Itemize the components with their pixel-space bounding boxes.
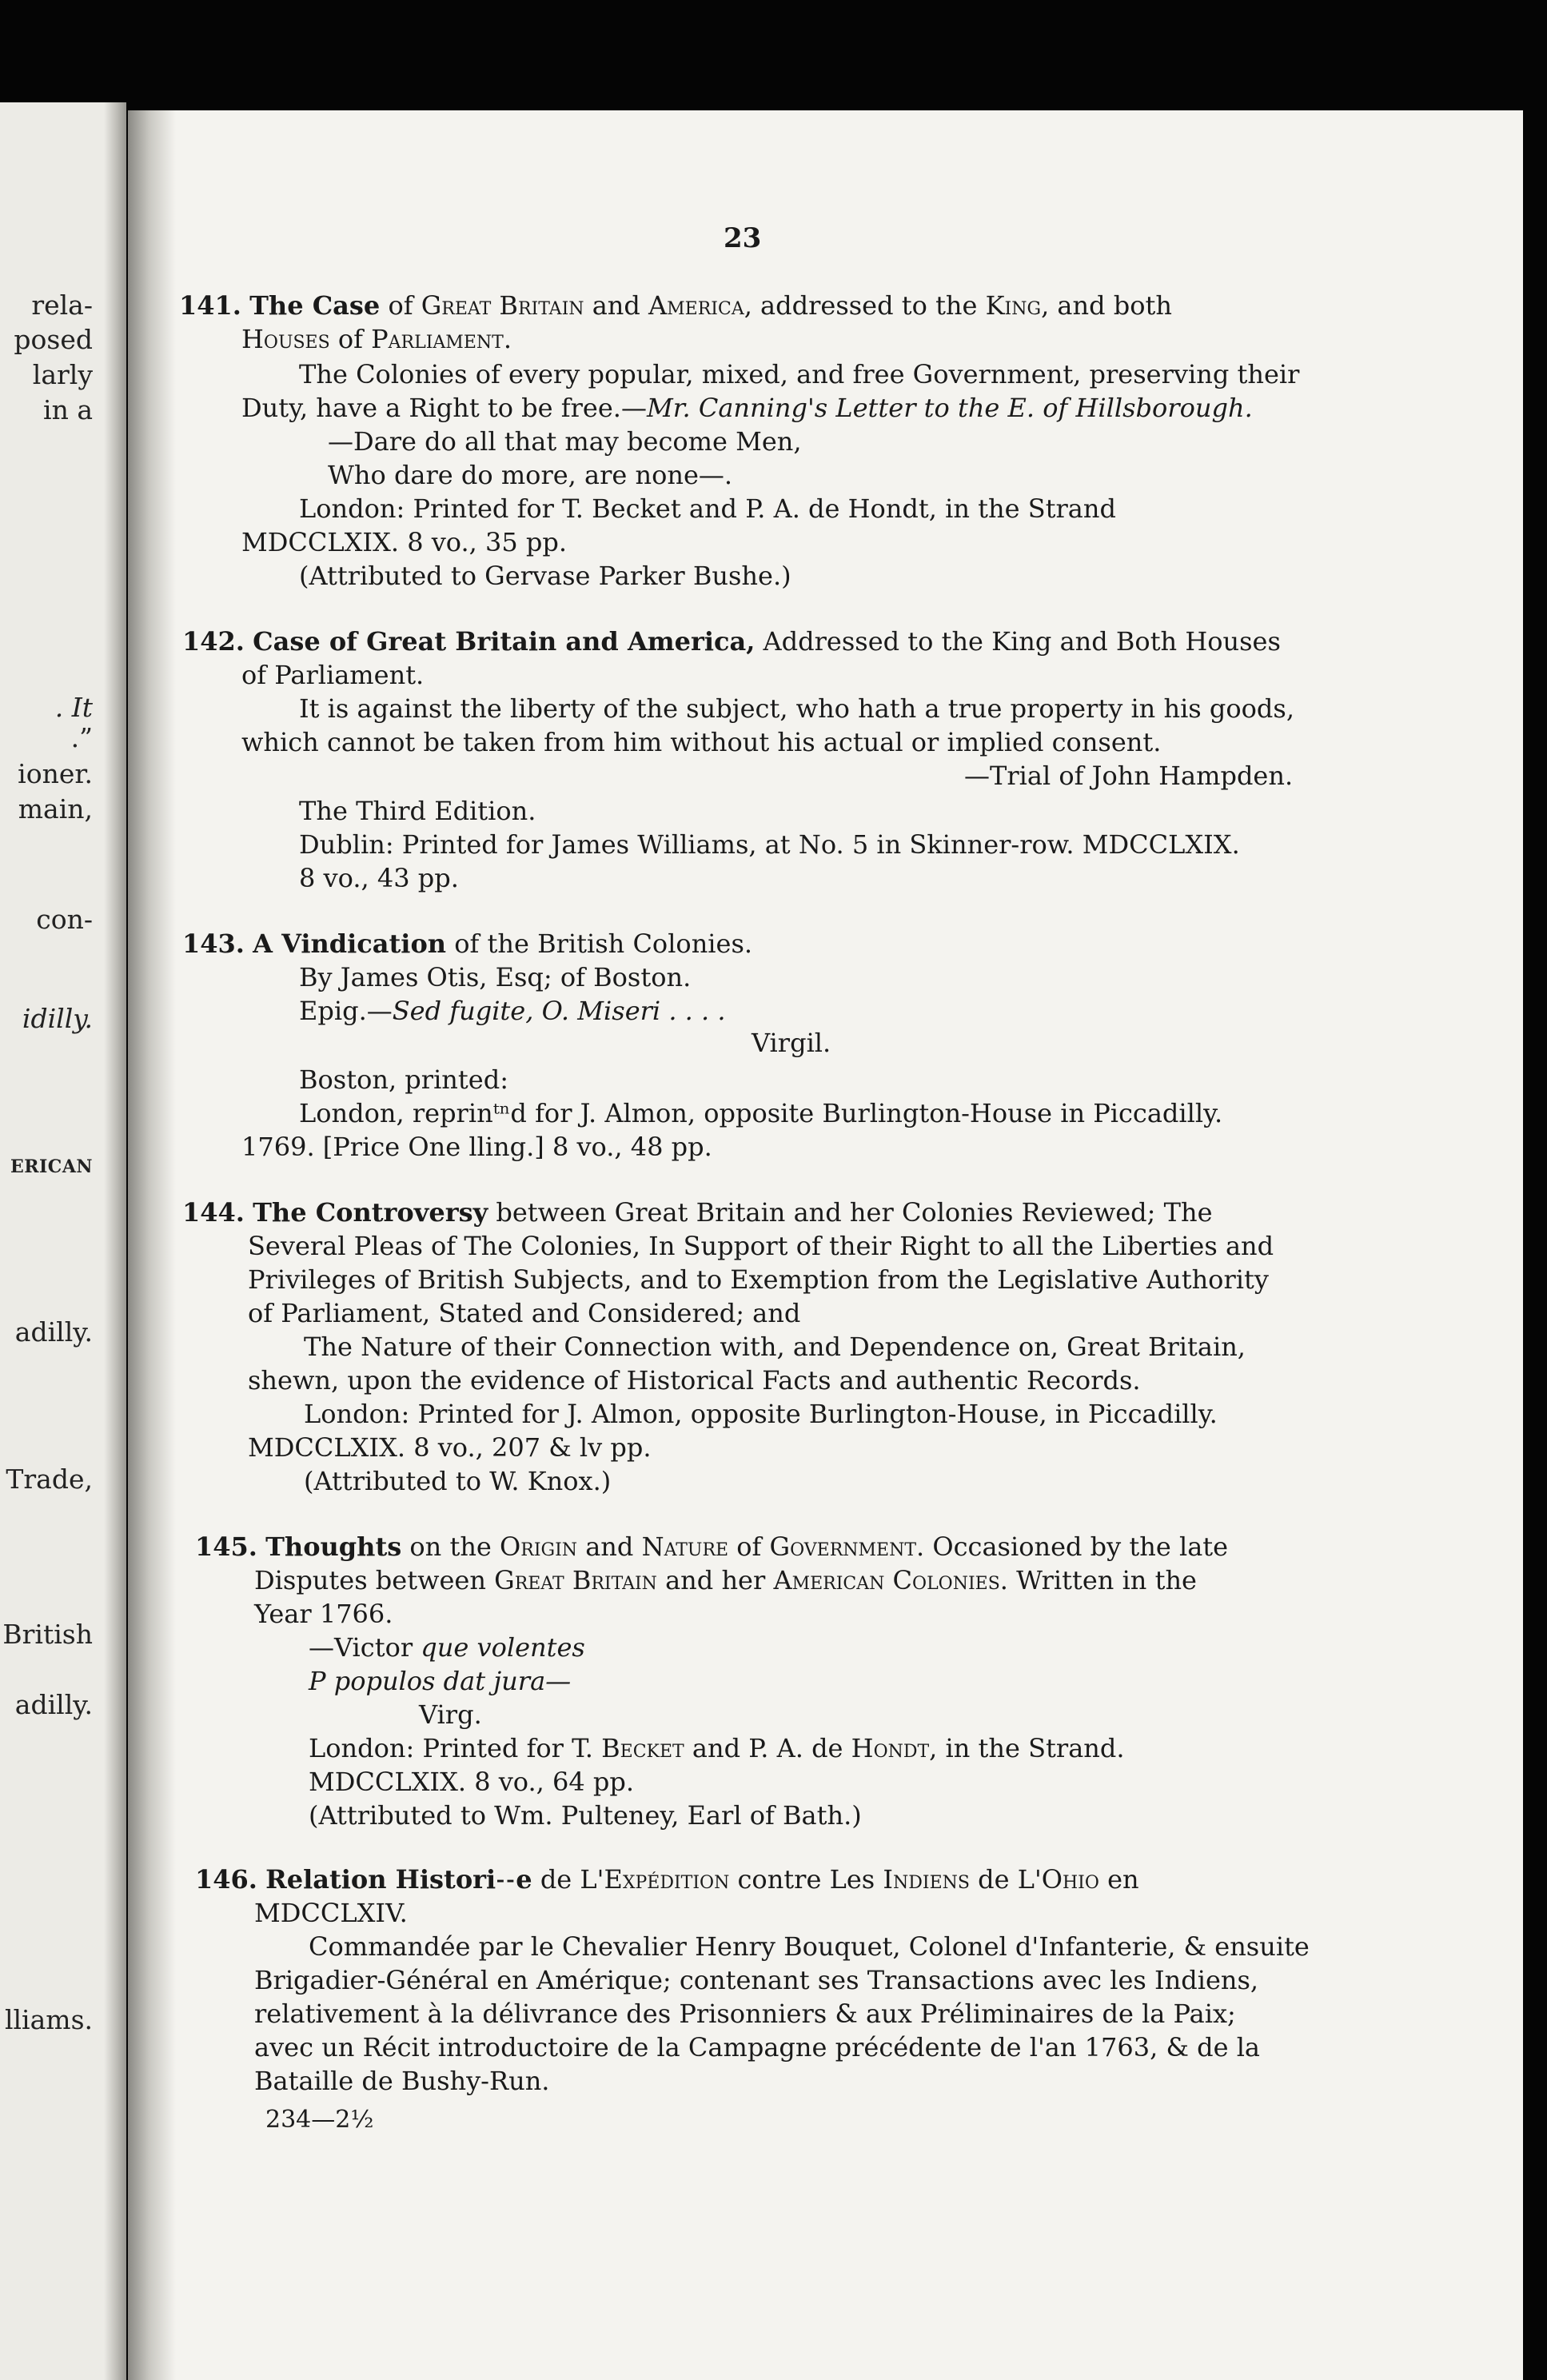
entry-143-collation: 1769. [Price One lling.] 8 vo., 48 pp. [241, 1132, 712, 1162]
entry-144-heading-cont: of Parliament, Stated and Considered; and [248, 1298, 801, 1328]
previous-page-line: . It [54, 692, 93, 723]
entry-title: Thoughts [265, 1531, 402, 1562]
previous-page-line: idilly. [22, 1003, 93, 1034]
previous-page-line: adilly. [14, 1316, 93, 1348]
entry-145-heading: 145. Thoughts on the Origin and Nature of Government. Occasioned by the late [195, 1531, 1229, 1562]
entry-143-author: By James Otis, Esq; of Boston. [299, 962, 692, 992]
previous-page-strip [0, 102, 126, 2380]
book-page [128, 110, 1523, 2380]
entry-145-imprint: London: Printed for T. Becket and P. A. de Hondt, in the Strand. [309, 1733, 1125, 1763]
entry-number: 143. [182, 928, 245, 959]
entry-144-heading-cont: Privileges of British Subjects, and to Exemption from the Legislative Authority [248, 1264, 1269, 1295]
entry-141-heading-cont: Houses of Parliament. [241, 324, 512, 354]
entry-number: 144. [182, 1197, 245, 1228]
entry-143-imprint-cont: London, reprinᵗⁿd for J. Almon, opposite Burlington-House in Piccadilly. [299, 1098, 1223, 1128]
previous-page-line: main, [18, 793, 93, 825]
entry-number: 146. [195, 1864, 257, 1895]
entry-143-epigraph: Epig.—Sed fugite, O. Miseri . . . . [299, 996, 726, 1026]
entry-145-note: (Attributed to Wm. Pulteney, Earl of Bath.) [309, 1800, 862, 1831]
entry-142-collation: 8 vo., 43 pp. [299, 863, 459, 893]
printer-signature-mark: 234—2½ [265, 2106, 374, 2134]
previous-page-line: Trade, [6, 1464, 93, 1495]
entry-146-heading-cont: MDCCLXIV. [254, 1898, 408, 1928]
previous-page-line: con- [36, 904, 93, 935]
entry-number: 141. [179, 290, 241, 321]
entry-142-motto-attribution: —Trial of John Hampden. [964, 761, 1294, 791]
entry-143-imprint: Boston, printed: [299, 1064, 508, 1095]
entry-number: 145. [195, 1531, 257, 1562]
entry-142-heading-cont: of Parliament. [241, 660, 425, 690]
previous-page-line: posed [14, 324, 93, 355]
entry-144-subtitle: The Nature of their Connection with, and Dependence on, Great Britain, [304, 1332, 1246, 1362]
entry-144-collation: MDCCLXIX. 8 vo., 207 & lv pp. [248, 1432, 652, 1463]
entry-146-description: Commandée par le Chevalier Henry Bouquet, Colonel d'Infanterie, & ensuite [309, 1931, 1310, 1962]
entry-141-imprint: London: Printed for T. Becket and P. A. de Hondt, in the Strand [299, 493, 1116, 524]
entry-143-heading: 143. A Vindication of the British Colonies. [182, 928, 753, 959]
entry-141-verse: —Dare do all that may become Men, [328, 426, 802, 457]
previous-page-line: in a [43, 394, 93, 425]
entry-144-subtitle-cont: shewn, upon the evidence of Historical Facts and authentic Records. [248, 1365, 1141, 1396]
entry-title: A Vindication [253, 928, 447, 959]
entry-title: Relation Histori˗˗e [265, 1864, 532, 1895]
previous-page-line: lliams. [4, 2004, 93, 2035]
entry-145-heading-cont: Disputes between Great Britain and her American Colonies. Written in the [254, 1565, 1197, 1595]
entry-141-imprint-cont: MDCCLXIX. 8 vo., 35 pp. [241, 527, 568, 557]
entry-142-edition: The Third Edition. [299, 796, 536, 826]
entry-146-description-cont: Bataille de Bushy-Run. [254, 2066, 550, 2096]
previous-page-line: rela- [31, 290, 93, 321]
entry-144-heading-cont: Several Pleas of The Colonies, In Support of their Right to all the Liberties and [248, 1231, 1274, 1261]
entry-141-note: (Attributed to Gervase Parker Bushe.) [299, 561, 791, 591]
entry-141-heading: 141. The Case of Great Britain and America, addressed to the King, and both [179, 290, 1172, 321]
entry-142-motto-cont: which cannot be taken from him without his actual or implied consent. [241, 727, 1162, 757]
previous-page-line: .” [70, 722, 93, 753]
entry-146-heading: 146. Relation Histori˗˗e de L'Expédition contre Les Indiens de L'Ohio en [195, 1864, 1139, 1895]
entry-142-heading: 142. Case of Great Britain and America, Addressed to the King and Both Houses [182, 626, 1281, 657]
entry-145-verse: —Victor que volentes [309, 1632, 585, 1663]
previous-page-line: British [2, 1619, 93, 1650]
entry-145-collation: MDCCLXIX. 8 vo., 64 pp. [309, 1767, 635, 1797]
entry-144-imprint: London: Printed for J. Almon, opposite Burlington-House, in Piccadilly. [304, 1399, 1218, 1429]
entry-146-description-cont: Brigadier-Général en Amérique; contenant ses Transactions avec les Indiens, [254, 1965, 1259, 1995]
entry-141-verse: Who dare do more, are none—. [328, 460, 733, 490]
entry-145-verse: P populos dat jura— [309, 1666, 572, 1696]
page-gutter-shadow [128, 110, 176, 2380]
entry-142-imprint: Dublin: Printed for James Williams, at No. 5 in Skinner-row. MDCCLXIX. [299, 829, 1240, 860]
entry-144-heading: 144. The Controversy between Great Britain and her Colonies Reviewed; The [182, 1197, 1213, 1228]
entry-146-description-cont: avec un Récit introductoire de la Campagne précédente de l'an 1763, & de la [254, 2032, 1260, 2063]
entry-141-motto: The Colonies of every popular, mixed, and free Government, preserving their [299, 359, 1300, 389]
entry-142-motto: It is against the liberty of the subject, who hath a true property in his goods, [299, 693, 1294, 724]
previous-page-gutter [104, 102, 126, 2380]
previous-page-line: adilly. [14, 1689, 93, 1720]
previous-page-line: ERICAN [10, 1156, 93, 1177]
entry-145-verse-attribution: Virg. [419, 1699, 482, 1730]
entry-143-epigraph-attribution: Virgil. [752, 1028, 831, 1058]
entry-title: Case of Great Britain and America, [253, 626, 756, 657]
entry-146-description-cont: relativement à la délivrance des Prisonniers & aux Préliminaires de la Paix; [254, 1999, 1236, 2029]
entry-title: The Case [249, 290, 381, 321]
entry-number: 142. [182, 626, 245, 657]
entry-145-heading-cont: Year 1766. [254, 1599, 393, 1629]
previous-page-line: larly [32, 359, 93, 390]
entry-title: The Controversy [253, 1197, 488, 1228]
previous-page-line: ioner. [18, 758, 93, 789]
page-number: 23 [724, 222, 762, 254]
entry-144-note: (Attributed to W. Knox.) [304, 1466, 612, 1496]
entry-141-motto-cont: Duty, have a Right to be free.—Mr. Canning's Letter to the E. of Hillsborough. [241, 393, 1253, 423]
